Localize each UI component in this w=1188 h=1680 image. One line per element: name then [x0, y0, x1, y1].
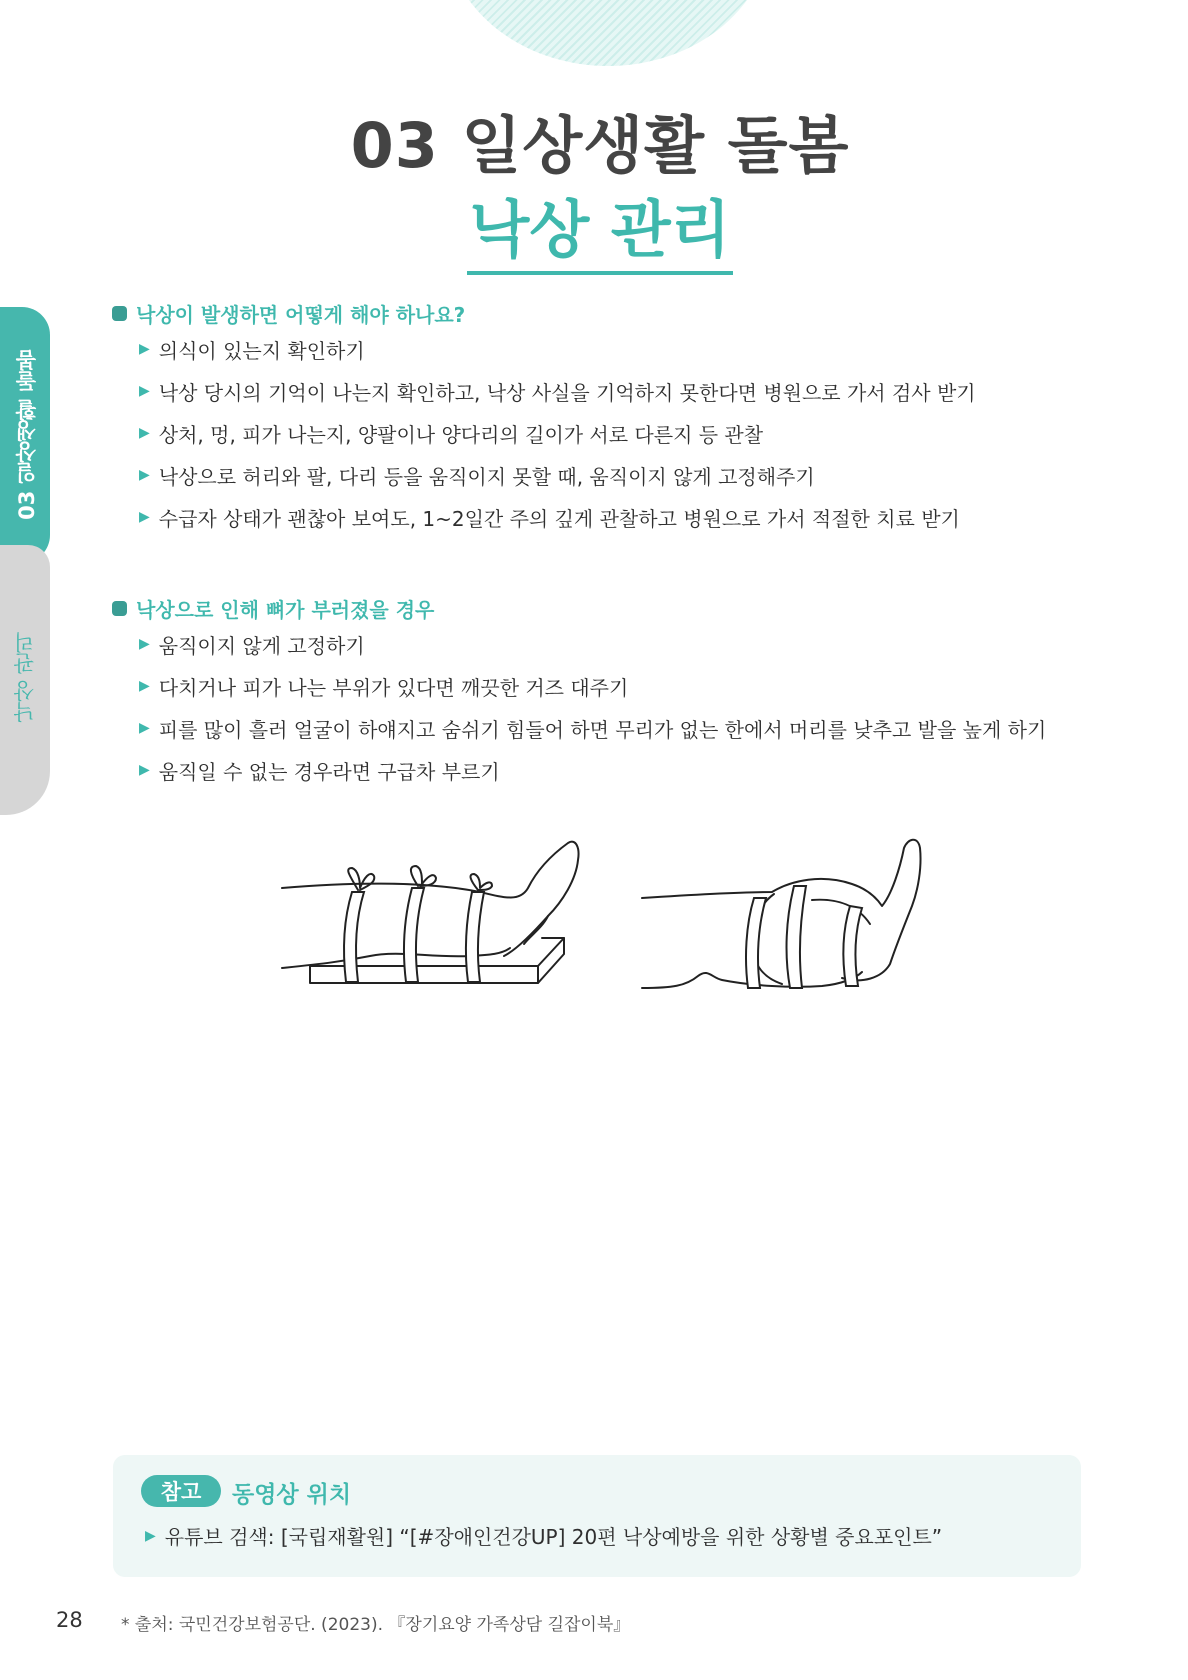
reference-title: 동영상 위치: [232, 1482, 352, 1508]
triangle-right-icon: ▶: [139, 636, 150, 652]
list-item-text: 피를 많이 흘러 얼굴이 하얘지고 숨쉬기 힘들어 하면 무리가 없는 한에서 머리를 낮추고 발을 높게 하기: [158, 717, 1047, 742]
section-title: 낙상이 발생하면 어떻게 해야 하나요?: [136, 302, 466, 327]
square-icon: [112, 601, 127, 616]
list-item-text: 낙상으로 허리와 팔, 다리 등을 움직이지 못할 때, 움직이지 않게 고정해주기: [158, 464, 815, 489]
list-item: [112, 749, 1046, 791]
pillow-splint-leg-figure: [642, 840, 921, 988]
triangle-right-icon: ▶: [139, 467, 150, 483]
leg-splint-illustration: [280, 828, 940, 1008]
triangle-right-icon: ▶: [139, 720, 150, 736]
top-decoration: [445, 0, 771, 66]
list-item-text: 다치거나 피가 나는 부위가 있다면 깨끗한 거즈 대주기: [158, 675, 629, 700]
list-item: [112, 623, 1046, 665]
list-item: [112, 496, 976, 538]
triangle-right-icon: ▶: [139, 341, 150, 357]
side-tab-daily-care-label: 03 일상생활 돌봄: [15, 350, 39, 520]
triangle-right-icon: ▶: [145, 1527, 156, 1544]
page-subtitle: 낙상 관리: [467, 180, 732, 275]
list-item-text: 상처, 멍, 피가 나는지, 양팔이나 양다리의 길이가 서로 다른지 등 관찰: [158, 422, 764, 447]
list-item-text: 움직일 수 없는 경우라면 구급차 부르기: [158, 759, 500, 784]
section-when-fall: [112, 298, 976, 538]
square-icon: [112, 306, 127, 321]
triangle-right-icon: ▶: [139, 678, 150, 694]
list-item: [112, 665, 1046, 707]
section-title: 낙상으로 인해 뼈가 부러졌을 경우: [136, 597, 435, 622]
page-number: 28: [56, 1608, 83, 1632]
reference-box: [113, 1455, 1081, 1577]
splint-board-leg-figure: [282, 842, 579, 983]
reference-line: [145, 1521, 942, 1550]
list-item: [112, 454, 976, 496]
triangle-right-icon: ▶: [139, 762, 150, 778]
source-citation: * 출처: 국민건강보험공단. (2023). 『장기요양 가족상담 길잡이북』: [121, 1615, 631, 1635]
list-item: [112, 707, 1046, 749]
list-item-text: 의식이 있는지 확인하기: [158, 338, 365, 363]
list-item-text: 수급자 상태가 괜찮아 보여도, 1~2일간 주의 깊게 관찰하고 병원으로 가서 적절한 치료 받기: [158, 506, 960, 531]
triangle-right-icon: ▶: [139, 425, 150, 441]
list-item-text: 움직이지 않게 고정하기: [158, 633, 365, 658]
side-tab-fall-management-label: 낙상 관리: [13, 632, 37, 723]
triangle-right-icon: ▶: [139, 509, 150, 525]
triangle-right-icon: ▶: [139, 383, 150, 399]
list-item-text: 낙상 당시의 기억이 나는지 확인하고, 낙상 사실을 기억하지 못한다면 병원으로 가서 검사 받기: [158, 380, 976, 405]
page-title: 03 일상생활 돌봄: [350, 109, 850, 182]
list-item: [112, 328, 976, 370]
reference-text: 유튜브 검색: [국립재활원] “[#장애인건강UP] 20편 낙상예방을 위한 상황별 중요포인트”: [164, 1525, 943, 1549]
list-item: [112, 412, 976, 454]
section-fracture: [112, 593, 1046, 791]
reference-badge: 참고: [141, 1475, 221, 1507]
list-item: [112, 370, 976, 412]
